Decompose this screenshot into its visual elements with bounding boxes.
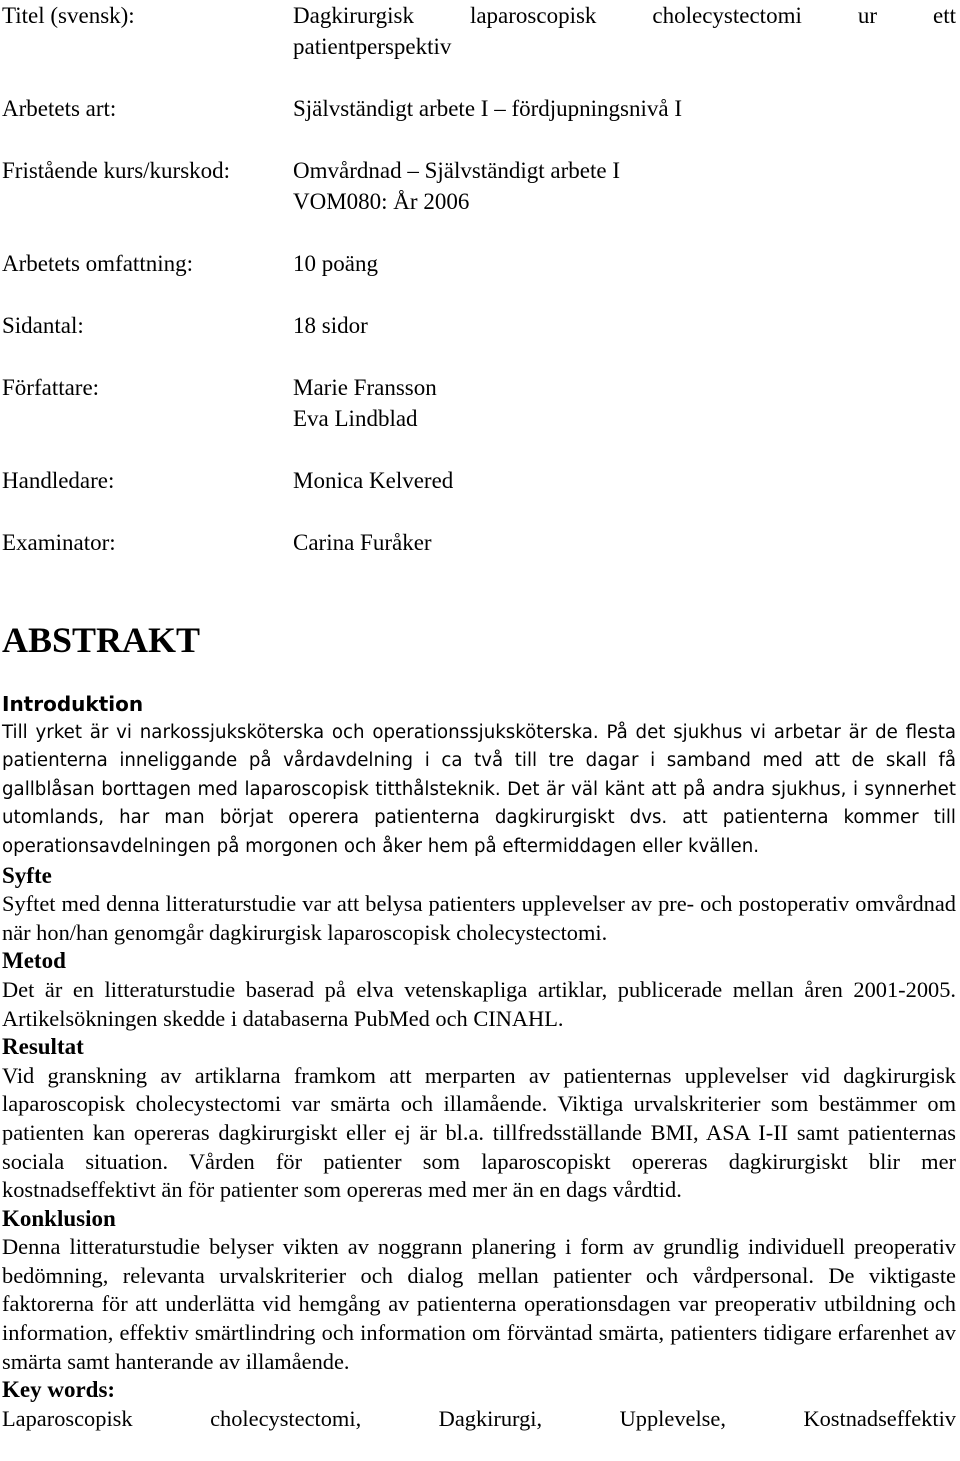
keyword: cholecystectomi, bbox=[210, 1405, 362, 1431]
section-heading-conclusion: Konklusion bbox=[2, 1205, 116, 1231]
section-text-aim: Syftet med denna litteraturstudie var att belysa patienters upplevelser av pre- och postoperativ omvårdnad när hon/han genomgår dagkirurgisk laparoscopisk cholecystectomi. bbox=[2, 891, 956, 945]
meta-value-line: Självständigt arbete I – fördjupningsnivå I bbox=[293, 96, 683, 121]
meta-row-pages bbox=[2, 310, 956, 341]
meta-row-scope bbox=[2, 248, 956, 279]
meta-value bbox=[293, 155, 956, 217]
meta-value bbox=[293, 372, 956, 434]
keyword: Upplevelse, bbox=[619, 1405, 726, 1431]
keywords-heading: Key words: bbox=[2, 1377, 116, 1403]
document-page bbox=[2, 0, 956, 1431]
metadata-table bbox=[2, 0, 956, 558]
meta-value-line: Carina Furåker bbox=[293, 530, 432, 555]
keywords-list bbox=[2, 1405, 956, 1434]
section-text-method: Det är en litteraturstudie baserad på elva vetenskapliga artiklar, publicerade mellan åren 2001-2005. Artikelsökningen skedde i databaserna PubMed och CINAHL. bbox=[2, 976, 956, 1031]
meta-label: Arbetets omfattning: bbox=[2, 251, 193, 276]
meta-row-course bbox=[2, 155, 956, 217]
section-heading-method: Metod bbox=[2, 948, 66, 974]
meta-row-title bbox=[2, 0, 956, 62]
section-heading-aim: Syfte bbox=[2, 862, 52, 888]
meta-value bbox=[293, 465, 956, 496]
meta-value-line: 18 sidor bbox=[293, 313, 368, 338]
meta-value bbox=[293, 93, 956, 124]
keyword: Laparoscopisk bbox=[2, 1405, 133, 1431]
meta-label: Fristående kurs/kurskod: bbox=[2, 158, 231, 183]
meta-row-type bbox=[2, 93, 956, 124]
meta-value bbox=[293, 0, 956, 62]
meta-value bbox=[293, 310, 956, 341]
meta-value-line: 10 poäng bbox=[293, 251, 378, 276]
section-heading-introduction: Introduktion bbox=[2, 692, 144, 716]
meta-label: Titel (svensk): bbox=[2, 3, 135, 28]
section-text-introduction: Till yrket är vi narkossjuksköterska och operationssjuksköterska. På det sjukhus vi arbetar är de flesta patienterna inneliggande på vårdavdelning i ca två till tre dagar i samband med att de skall få gallblåsan borttagen med laparoscopisk titthålsteknik. Det är väl känt att på andra sjukhus, i synnerhet utomlands, har man börjat operera patienterna dagkirurgiskt dvs. att patienterna kommer till operationsavdelningen på morgonen och åker hem på eftermiddagen eller kvällen. bbox=[2, 721, 956, 857]
meta-row-supervisor bbox=[2, 465, 956, 496]
meta-value-line: Dagkirurgisk laparoscopisk cholecystectomi ur ett bbox=[293, 3, 956, 28]
meta-label: Arbetets art: bbox=[2, 96, 117, 121]
meta-value bbox=[293, 527, 956, 558]
section-text-results: Vid granskning av artiklarna framkom att merparten av patienternas upplevelser vid dagkirurgisk laparoscopisk cholecystectomi var smärta och illamående. Viktiga urvalskriterier som bestämmer om patienten kan opereras dagkirurgiskt eller ej är bl.a. tillfredsställande BMI, ASA I-II samt patienternas sociala situation. Vården för patienter som laparoscopiskt opereras dagkirurgiskt blir mer kostnadseffektivt än för patienter som opereras med mer än en dags vårdtid. bbox=[2, 1062, 956, 1203]
meta-value-line: patientperspektiv bbox=[293, 34, 452, 59]
meta-label: Författare: bbox=[2, 375, 100, 400]
meta-value-line: VOM080: År 2006 bbox=[293, 189, 470, 214]
meta-label: Handledare: bbox=[2, 468, 115, 493]
meta-label: Examinator: bbox=[2, 530, 116, 555]
meta-value-line: Eva Lindblad bbox=[293, 406, 418, 431]
meta-row-authors bbox=[2, 372, 956, 434]
meta-value-line: Monica Kelvered bbox=[293, 468, 454, 493]
keyword: Dagkirurgi, bbox=[438, 1405, 543, 1431]
abstract-body bbox=[2, 690, 956, 1433]
section-heading-results: Resultat bbox=[2, 1034, 84, 1060]
keyword: Kostnadseffektiv bbox=[803, 1405, 956, 1431]
meta-value bbox=[293, 248, 956, 279]
section-text-conclusion: Denna litteraturstudie belyser vikten av noggrann planering i form av grundlig individuell preoperativ bedömning, relevanta urvalskriterier och dialog mellan patienter och vårdpersonal. De viktigaste faktorerna för att underlätta vid hemgång av patienterna operationsdagen var preoperativ utbildning och information, effektiv smärtlindring och information om förväntad smärta, patienters tidigare erfarenhet av smärta samt hanterande av illamående. bbox=[2, 1234, 956, 1374]
meta-label: Sidantal: bbox=[2, 313, 84, 338]
abstract-heading: ABSTRAKT bbox=[2, 620, 201, 660]
meta-value-line: Omvårdnad – Självständigt arbete I bbox=[293, 158, 621, 183]
meta-value-line: Marie Fransson bbox=[293, 375, 437, 400]
meta-row-examiner bbox=[2, 527, 956, 558]
